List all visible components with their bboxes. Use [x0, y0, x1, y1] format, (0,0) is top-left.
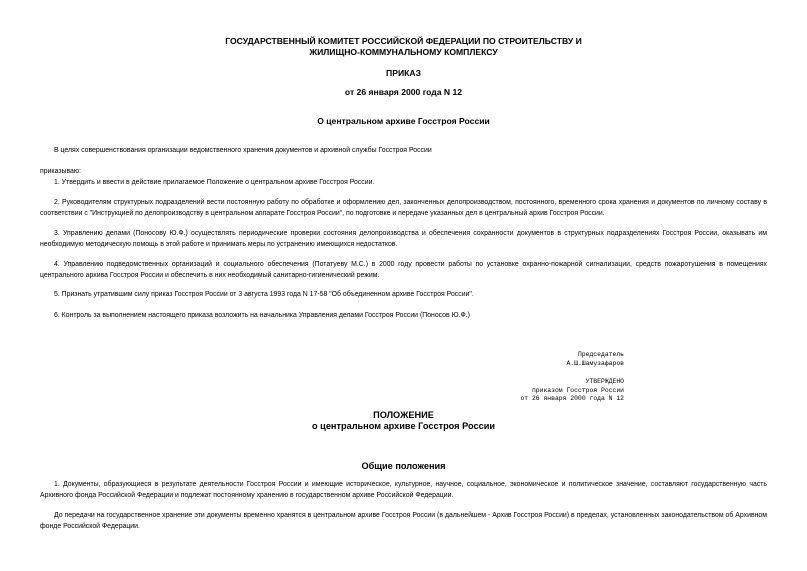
- issuer-line-2: ЖИЛИЩНО-КОММУНАЛЬНОМУ КОМПЛЕКСУ: [309, 47, 498, 57]
- document-type: ПРИКАЗ: [386, 68, 421, 78]
- approval-stamp-line-1: УТВЕРЖДЕНО: [585, 378, 624, 385]
- issuer-line-1: ГОСУДАРСТВЕННЫЙ КОМИТЕТ РОССИЙСКОЙ ФЕДЕРАЦИИ ПО СТРОИТЕЛЬСТВУ И: [225, 36, 582, 46]
- regulation-subtitle: о центральном архиве Госстроя России: [312, 421, 495, 431]
- order-item-2: 2. Руководителям структурных подразделений вести постоянную работу по обработке и оформлению дел, законченных делопроизводством, постоянного, временного срока хранения и документов по личному составу в соответствии с "Инструкцией по делопроизводству в центральном аппарате Госстроя России", по подготовке и передаче указанных дел в центральный архив Госстроя России.: [40, 199, 767, 217]
- signature-position: Председатель: [577, 351, 624, 358]
- preamble: В целях совершенствования организации ведомственного хранения документов и архивной службы Госстроя России: [54, 147, 432, 154]
- document-date: от 26 января 2000 года N 12: [344, 87, 463, 97]
- order-item-6: 6. Контроль за выполнением настоящего приказа возложить на начальника Управления делами Госстроя России (Поносов Ю.Ф.): [54, 312, 470, 319]
- order-item-4: 4. Управлению подведомственных организаций и социального обеспечения (Потатуеву М.С.) в 2000 году провести работы по установке охранно-пожарной сигнализации, средств пожаротушения в помещениях центрального архива Госстроя России и обеспечить в них необходимый санитарно-гигиенический режим.: [40, 261, 767, 279]
- approval-stamp-line-3: от 26 января 2000 года N 12: [520, 395, 624, 402]
- approval-stamp-line-2: приказом Госстроя России: [531, 387, 624, 394]
- order-word: приказываю:: [40, 168, 81, 175]
- order-item-5: 5. Признать утратившим силу приказ Госстроя России от 3 августа 1993 года N 17-58 "Об объединенном архиве Госстроя России".: [54, 291, 474, 298]
- order-item-1: 1. Утвердить и ввести в действие прилагаемое Положение о центральном архиве Госстроя России.: [54, 179, 375, 186]
- regulation-title: ПОЛОЖЕНИЕ: [373, 410, 434, 420]
- regulation-paragraph-1: 1. Документы, образующиеся в результате деятельности Госстроя России и имеющие историческое, культурное, научное, социальное, экономическое и политическое значение, составляют государственную часть Архивного фонда Российской Федерации и подлежат постоянному хранению в государственном архиве Российской Федерации.: [40, 481, 767, 499]
- order-item-3: 3. Управлению делами (Поносову Ю.Ф.) осуществлять периодические проверки состояния делопроизводства и обеспечения сохранности документов в структурных подразделениях Госстроя России, оказывать им необходимую методическую помощь в этой работе и принимать меры по устранению имеющихся недостатков.: [40, 230, 767, 248]
- signature-name: А.Ш.Шамузафаров: [566, 360, 624, 367]
- document-subject: О центральном архиве Госстроя России: [317, 116, 490, 126]
- section-heading: Общие положения: [361, 461, 446, 471]
- regulation-paragraph-2: До передачи на государственное хранение эти документы временно хранятся в центральном архиве Госстроя России (в дальнейшем - Архив Госстроя России) в пределах, установленных законодательством об Архивном фонде Российской Федерации.: [40, 512, 767, 530]
